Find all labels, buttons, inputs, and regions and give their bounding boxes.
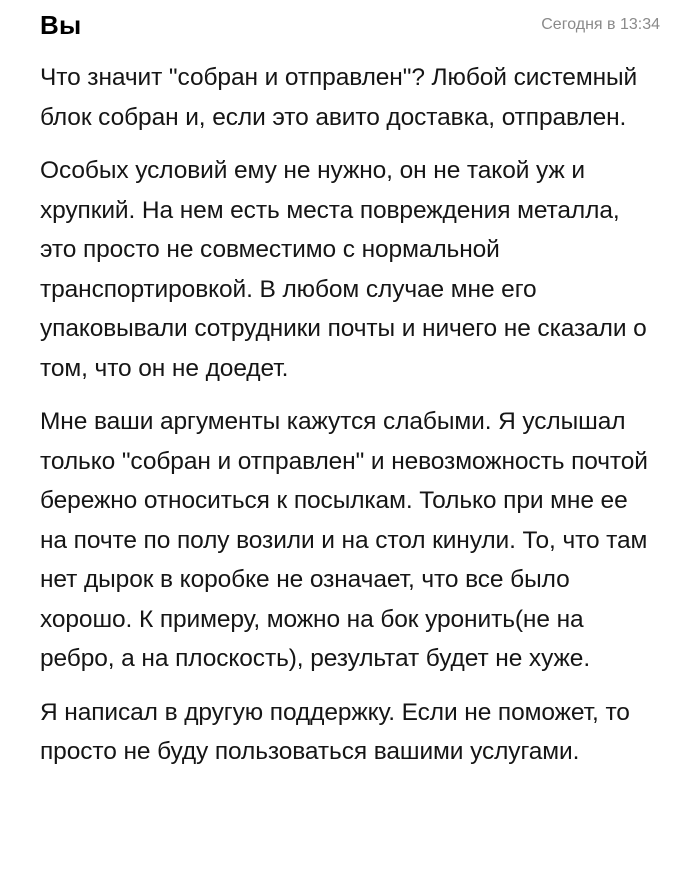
message-paragraph: Особых условий ему не нужно, он не такой уж и хрупкий. На нем есть места повреждения металла, это просто не совместимо с нормальной транспортировкой. В любом случае мне его упаковывали сотрудники почты и ничего не сказали о том, что он не доедет.: [40, 157, 647, 382]
message-paragraph: Что значит "собран и отправлен"? Любой системный блок собран и, если это авито доставка, отправлен.: [40, 64, 638, 131]
message-author: Вы: [40, 10, 82, 40]
message-paragraph: Мне ваши аргументы кажутся слабыми. Я услышал только "собран и отправлен" и невозможность почтой бережно относиться к посылкам. Только при мне ее на почте по полу возили и на стол кинули. То, что там нет дырок в коробке не означает, что все было хорошо. К примеру, можно на бок уронить(не на ребро, а на плоскость), результат будет не хуже.: [40, 408, 648, 672]
message-header: [40, 0, 660, 58]
message-paragraph: Я написал в другую поддержку. Если не поможет, то просто не буду пользоваться вашими услугами.: [40, 698, 630, 765]
message-timestamp: Сегодня в 13:34: [541, 16, 660, 33]
message-body: [40, 58, 660, 772]
